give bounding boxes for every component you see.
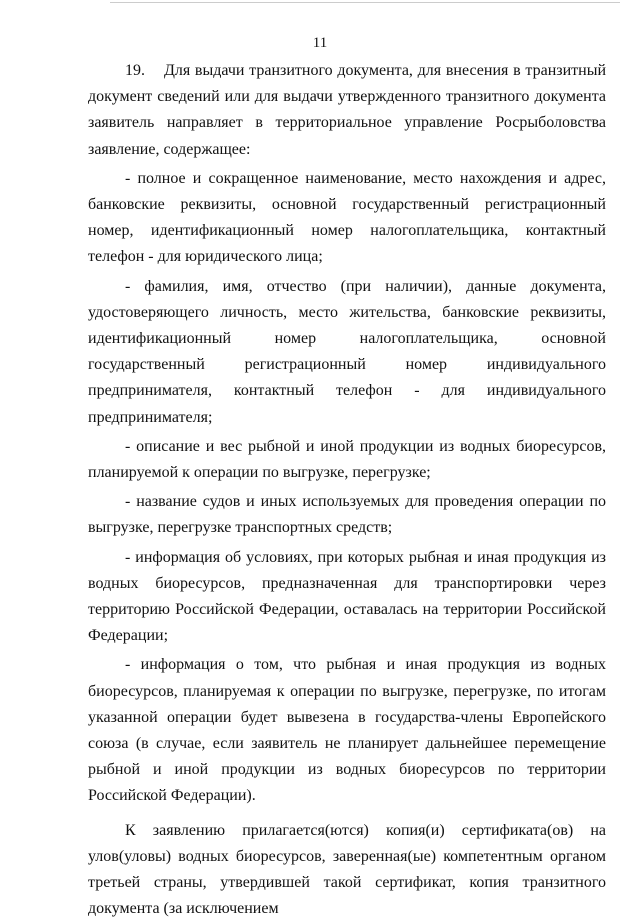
document-body	[88, 58, 606, 923]
list-item: - название судов и иных используемых для проведения операции по выгрузке, перегрузке транспортных средств;	[88, 493, 606, 537]
list-item: - полное и сокращенное наименование, место нахождения и адрес, банковские реквизиты, основной государственный регистрационный номер, идентификационный номер налогоплательщика, контактный телефон - для юридического лица;	[88, 169, 606, 266]
list-item: - информация о том, что рыбная и иная продукция из водных биоресурсов, планируемая к операции по выгрузке, перегрузке, по итогам указанной операции будет вывезена в государства-члены Европейского союза (в случае, если заявитель не планирует дальнейшее перемещение рыбной и иной продукции из водных биоресурсов по территории Российской Федерации).	[88, 656, 606, 805]
list-item: - информация об условиях, при которых рыбная и иная продукция из водных биоресурсов, предназначенная для транспортировки через территорию Российской Федерации, оставалась на территории Российской Федерации;	[88, 548, 606, 645]
closing-paragraph: К заявлению прилагается(ются) копия(и) сертификата(ов) на улов(уловы) водных биоресурсов, заверенная(ые) компетентным органом третьей страны, утвердившей такой сертификат, копия транзитного документа (за исключением	[88, 821, 606, 918]
intro-paragraph: 19. Для выдачи транзитного документа, для внесения в транзитный документ сведений или для выдачи утвержденного транзитного документа заявитель направляет в территориальное управление Росрыболовства заявление, содержащее:	[88, 62, 606, 158]
page-number: 11	[312, 35, 328, 51]
scan-edge-line	[110, 2, 620, 3]
list-item: - фамилия, имя, отчество (при наличии), данные документа, удостоверяющего личность, место жительства, банковские реквизиты, идентификационный номер налогоплательщика, основной государственный регистрационный номер индивидуального предпринимателя, контактный телефон - для индивидуального предпринимателя;	[88, 277, 606, 426]
list-item: - описание и вес рыбной и иной продукции из водных биоресурсов, планируемой к операции по выгрузке, перегрузке;	[88, 437, 606, 482]
